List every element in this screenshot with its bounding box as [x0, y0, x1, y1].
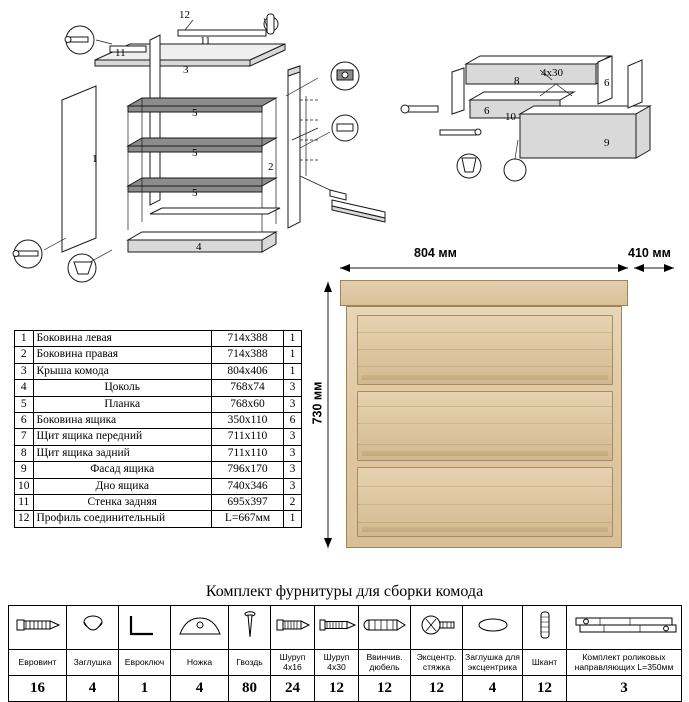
part-qty: 1 — [284, 363, 302, 379]
table-row — [15, 478, 302, 494]
product-dimensions-figure — [310, 246, 678, 566]
part-size: 711х110 — [212, 445, 284, 461]
table-row — [15, 380, 302, 396]
table-row — [15, 462, 302, 478]
part-name: Профиль соединительный — [33, 511, 212, 527]
screw-4x16-icon — [271, 606, 315, 650]
part-size: 768х74 — [212, 380, 284, 396]
assembly-drawing-right-drawer — [0, 0, 689, 275]
callout-8: 8 — [514, 75, 520, 87]
parts-table — [14, 330, 302, 528]
kit-item-name: Ножка — [171, 650, 229, 676]
kit-item-qty: 12 — [315, 676, 359, 702]
part-index: 3 — [15, 363, 34, 379]
fittings-kit-table — [8, 605, 682, 702]
parts-table-body — [15, 331, 302, 528]
part-name: Боковина ящика — [33, 413, 212, 429]
kit-item-qty: 4 — [67, 676, 119, 702]
part-index: 2 — [15, 347, 34, 363]
part-name: Стенка задняя — [33, 495, 212, 511]
table-row — [15, 413, 302, 429]
part-name: Планка — [33, 396, 212, 412]
kit-item-qty: 12 — [359, 676, 411, 702]
kit-item-qty: 4 — [463, 676, 523, 702]
kit-item-name: Заглушка — [67, 650, 119, 676]
part-qty: 1 — [284, 347, 302, 363]
callout-10: 10 — [505, 111, 516, 123]
part-qty: 3 — [284, 396, 302, 412]
part-size: 711х110 — [212, 429, 284, 445]
part-size: 714х388 — [212, 331, 284, 347]
part-qty: 1 — [284, 331, 302, 347]
kit-item-name: Евровинт — [9, 650, 67, 676]
part-name: Цоколь — [33, 380, 212, 396]
dowel-icon — [523, 606, 567, 650]
part-index: 9 — [15, 462, 34, 478]
kit-item-qty: 3 — [567, 676, 682, 702]
part-qty: 6 — [284, 413, 302, 429]
callout-5-b: 5 — [192, 147, 198, 159]
table-row — [15, 396, 302, 412]
part-name: Щит ящика задний — [33, 445, 212, 461]
kit-item-name: Шуруп 4х30 — [315, 650, 359, 676]
part-name: Фасад ящика — [33, 462, 212, 478]
table-row — [15, 495, 302, 511]
kit-item-qty: 12 — [411, 676, 463, 702]
part-index: 10 — [15, 478, 34, 494]
chest-of-drawers-photo — [340, 280, 628, 548]
callout-5-a: 5 — [192, 107, 198, 119]
kit-item-name: Евроключ — [119, 650, 171, 676]
kit-item-name: Шуруп 4х16 — [271, 650, 315, 676]
kit-item-name: Гвоздь — [229, 650, 271, 676]
callout-6-a: 6 — [604, 77, 610, 89]
exploded-assembly-diagram — [0, 0, 689, 275]
nail-icon — [229, 606, 271, 650]
kit-title: Комплект фурнитуры для сборки комода — [205, 583, 484, 600]
kit-item-name: Ввинчив. дюбель — [359, 650, 411, 676]
callout-11-a: 11 — [115, 47, 126, 59]
table-row — [15, 429, 302, 445]
kit-item-qty: 80 — [229, 676, 271, 702]
part-size: 768х60 — [212, 396, 284, 412]
part-qty: 2 — [284, 495, 302, 511]
kit-item-qty: 12 — [523, 676, 567, 702]
part-index: 6 — [15, 413, 34, 429]
cap-plug-icon — [67, 606, 119, 650]
part-size: 714х388 — [212, 347, 284, 363]
part-qty: 3 — [284, 478, 302, 494]
part-index: 8 — [15, 445, 34, 461]
part-name: Дно ящика — [33, 478, 212, 494]
slide-rails-icon — [567, 606, 682, 650]
kit-item-qty: 1 — [119, 676, 171, 702]
kit-item-qty: 4 — [171, 676, 229, 702]
kit-item-name: Комплект роликовых направляющих L=350мм — [567, 650, 682, 676]
depth-label: 410 мм — [628, 246, 671, 260]
part-size: 740х346 — [212, 478, 284, 494]
table-row — [15, 511, 302, 527]
part-name: Боковина правая — [33, 347, 212, 363]
part-index: 12 — [15, 511, 34, 527]
cabinet-body — [346, 306, 622, 548]
callout-5-c: 5 — [192, 187, 198, 199]
part-qty: 3 — [284, 445, 302, 461]
table-row — [15, 347, 302, 363]
screw-4x30-icon — [315, 606, 359, 650]
callout-4x30: 4х30 — [541, 67, 563, 79]
kit-item-name: Заглушка для эксцентрика — [463, 650, 523, 676]
cam-lock-icon — [411, 606, 463, 650]
part-size: 350х110 — [212, 413, 284, 429]
part-qty: 3 — [284, 429, 302, 445]
callout-11-b: 11 — [200, 35, 211, 47]
part-name: Крыша комода — [33, 363, 212, 379]
part-index: 7 — [15, 429, 34, 445]
part-index: 11 — [15, 495, 34, 511]
part-size: L=667мм — [212, 511, 284, 527]
callout-9: 9 — [604, 137, 610, 149]
part-name: Боковина левая — [33, 331, 212, 347]
dowel-screw-icon — [359, 606, 411, 650]
part-size: 804х406 — [212, 363, 284, 379]
table-row — [15, 445, 302, 461]
height-label: 730 мм — [310, 381, 325, 425]
cam-cover-icon — [463, 606, 523, 650]
kit-item-qty: 16 — [9, 676, 67, 702]
table-row — [15, 363, 302, 379]
foot-icon — [171, 606, 229, 650]
part-qty: 3 — [284, 462, 302, 478]
callout-4: 4 — [196, 241, 202, 253]
drawer-2 — [357, 391, 613, 461]
part-qty: 1 — [284, 511, 302, 527]
kit-item-name: Шкант — [523, 650, 567, 676]
part-index: 1 — [15, 331, 34, 347]
table-row — [15, 331, 302, 347]
callout-12: 12 — [179, 9, 190, 21]
part-qty: 3 — [284, 380, 302, 396]
part-name: Щит ящика передний — [33, 429, 212, 445]
euro-screw-icon — [9, 606, 67, 650]
part-index: 5 — [15, 396, 34, 412]
part-index: 4 — [15, 380, 34, 396]
part-size: 695х397 — [212, 495, 284, 511]
callout-6-b: 6 — [484, 105, 490, 117]
cabinet-top-panel — [340, 280, 628, 306]
callout-3: 3 — [183, 64, 189, 76]
kit-item-qty: 24 — [271, 676, 315, 702]
width-label: 804 мм — [414, 246, 457, 260]
callout-2: 2 — [268, 161, 274, 173]
callout-1: 1 — [92, 153, 98, 165]
allen-key-icon — [119, 606, 171, 650]
drawer-3 — [357, 467, 613, 537]
kit-item-name: Эксцентр. стяжка — [411, 650, 463, 676]
drawer-1 — [357, 315, 613, 385]
part-size: 796х170 — [212, 462, 284, 478]
